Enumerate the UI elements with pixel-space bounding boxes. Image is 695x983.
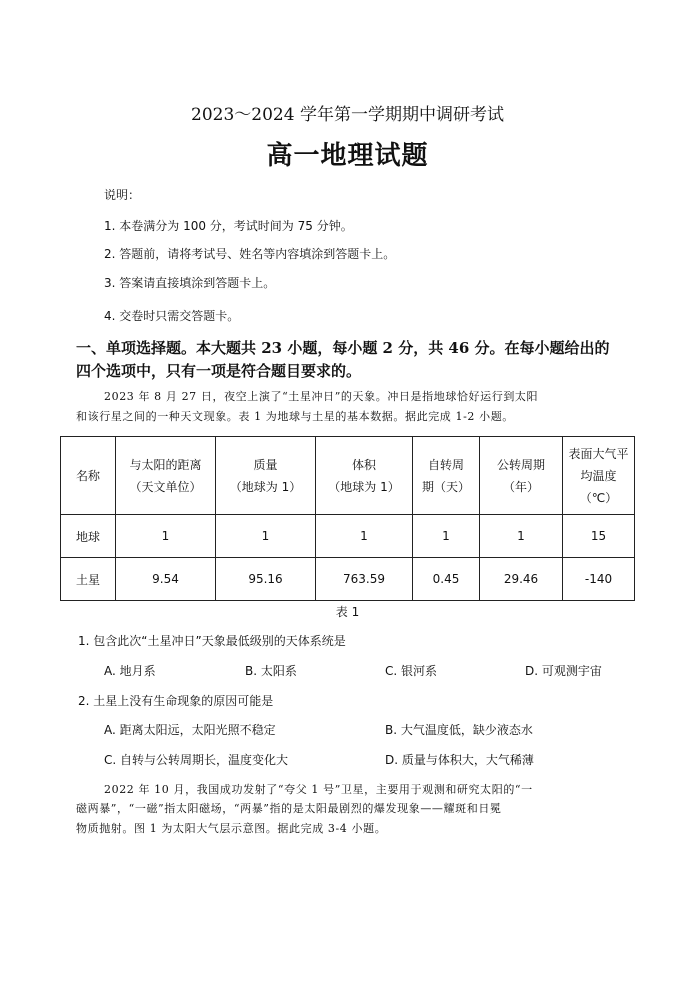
note-item-2: 2. 答题前，请将考试号、姓名等内容填涂到答题卡上。 — [104, 247, 396, 261]
header-distance — [116, 437, 216, 515]
question-1-stem: 1. 包含此次“土星冲日”天象最低级别的天体系统是 — [78, 634, 346, 648]
table-cell: 1 — [316, 515, 413, 558]
note-item-4: 4. 交卷时只需交答题卡。 — [104, 309, 240, 323]
header-temperature-line-2: 均温度（℃） — [579, 468, 618, 505]
exam-title: 2023～2024 学年第一学期期中调研考试 — [191, 105, 504, 125]
question-2-option-b: B. 大气温度低，缺少液态水 — [385, 723, 533, 737]
question-1-option-c: C. 银河系 — [385, 664, 438, 678]
table-cell: 地球 — [61, 515, 116, 558]
subject-title: 高一地理试题 — [266, 141, 429, 171]
header-mass-line-2: （地球为 1） — [229, 479, 302, 494]
question-2-option-d: D. 质量与体积大，大气稀薄 — [385, 753, 534, 767]
section-heading-line-2: 四个选项中，只有一项是符合题目要求的。 — [76, 362, 362, 380]
question-2-stem: 2. 土星上没有生命现象的原因可能是 — [78, 694, 274, 708]
notes-heading: 说明： — [104, 188, 141, 202]
table-row — [61, 515, 635, 558]
header-distance-line-2: （天文单位） — [129, 479, 202, 494]
header-rotation — [413, 437, 480, 515]
planet-data-table — [60, 436, 635, 601]
table-cell: 土星 — [61, 558, 116, 601]
header-distance-line-1: 与太阳的距离 — [129, 457, 202, 472]
passage2-line-3: 物质抛射。图 1 为太阳大气层示意图。据此完成 3-4 小题。 — [76, 822, 387, 835]
table-cell: 9.54 — [116, 558, 216, 601]
section-heading-line-1: 一、单项选择题。本大题共 23 小题，每小题 2 分，共 46 分。在每小题给出的 — [76, 339, 610, 357]
header-revolution — [480, 437, 563, 515]
header-name: 名称 — [61, 437, 116, 515]
header-volume — [316, 437, 413, 515]
question-2-option-a: A. 距离太阳远，太阳光照不稳定 — [104, 723, 276, 737]
passage2-line-2: 磁两暴”，“一磁”指太阳磁场，“两暴”指的是太阳最剧烈的爆发现象——耀斑和日冕 — [76, 802, 502, 815]
header-revolution-line-1: 公转周期 — [496, 457, 545, 472]
table-cell: 95.16 — [216, 558, 316, 601]
passage2-line-1: 2022 年 10 月，我国成功发射了“夸父 1 号”卫星，主要用于观测和研究太阳的“一 — [104, 783, 533, 796]
table-cell: 763.59 — [316, 558, 413, 601]
table-cell: 0.45 — [413, 558, 480, 601]
table-cell: -140 — [563, 558, 635, 601]
header-revolution-line-2: （年） — [502, 479, 539, 494]
table-cell: 1 — [413, 515, 480, 558]
table-row — [61, 558, 635, 601]
passage1-line-2: 和该行星之间的一种天文现象。表 1 为地球与土星的基本数据。据此完成 1-2 小题。 — [76, 410, 514, 423]
header-temperature-line-1: 表面大气平 — [568, 446, 629, 461]
note-item-3: 3. 答案请直接填涂到答题卡上。 — [104, 276, 276, 290]
question-1-option-b: B. 太阳系 — [245, 664, 297, 678]
table-cell: 1 — [216, 515, 316, 558]
table-header-row — [61, 437, 635, 515]
header-volume-line-2: （地球为 1） — [328, 479, 400, 494]
header-rotation-line-2: 期（天） — [421, 479, 470, 494]
passage1-line-1: 2023 年 8 月 27 日，夜空上演了“土星冲日”的天象。冲日是指地球恰好运行到太阳 — [104, 390, 539, 403]
table-cell: 1 — [116, 515, 216, 558]
header-temperature — [563, 437, 635, 515]
table-cell: 15 — [563, 515, 635, 558]
table-caption: 表 1 — [335, 605, 360, 619]
header-mass-line-1: 质量 — [253, 457, 278, 472]
note-item-1: 1. 本卷满分为 100 分，考试时间为 75 分钟。 — [104, 219, 353, 233]
table-cell: 29.46 — [480, 558, 563, 601]
question-2-option-c: C. 自转与公转周期长，温度变化大 — [104, 753, 289, 767]
header-mass — [216, 437, 316, 515]
question-1-option-a: A. 地月系 — [104, 664, 156, 678]
question-1-option-d: D. 可观测宇宙 — [525, 664, 602, 678]
header-rotation-line-1: 自转周 — [427, 457, 464, 472]
header-volume-line-1: 体积 — [351, 457, 376, 472]
table-cell: 1 — [480, 515, 563, 558]
